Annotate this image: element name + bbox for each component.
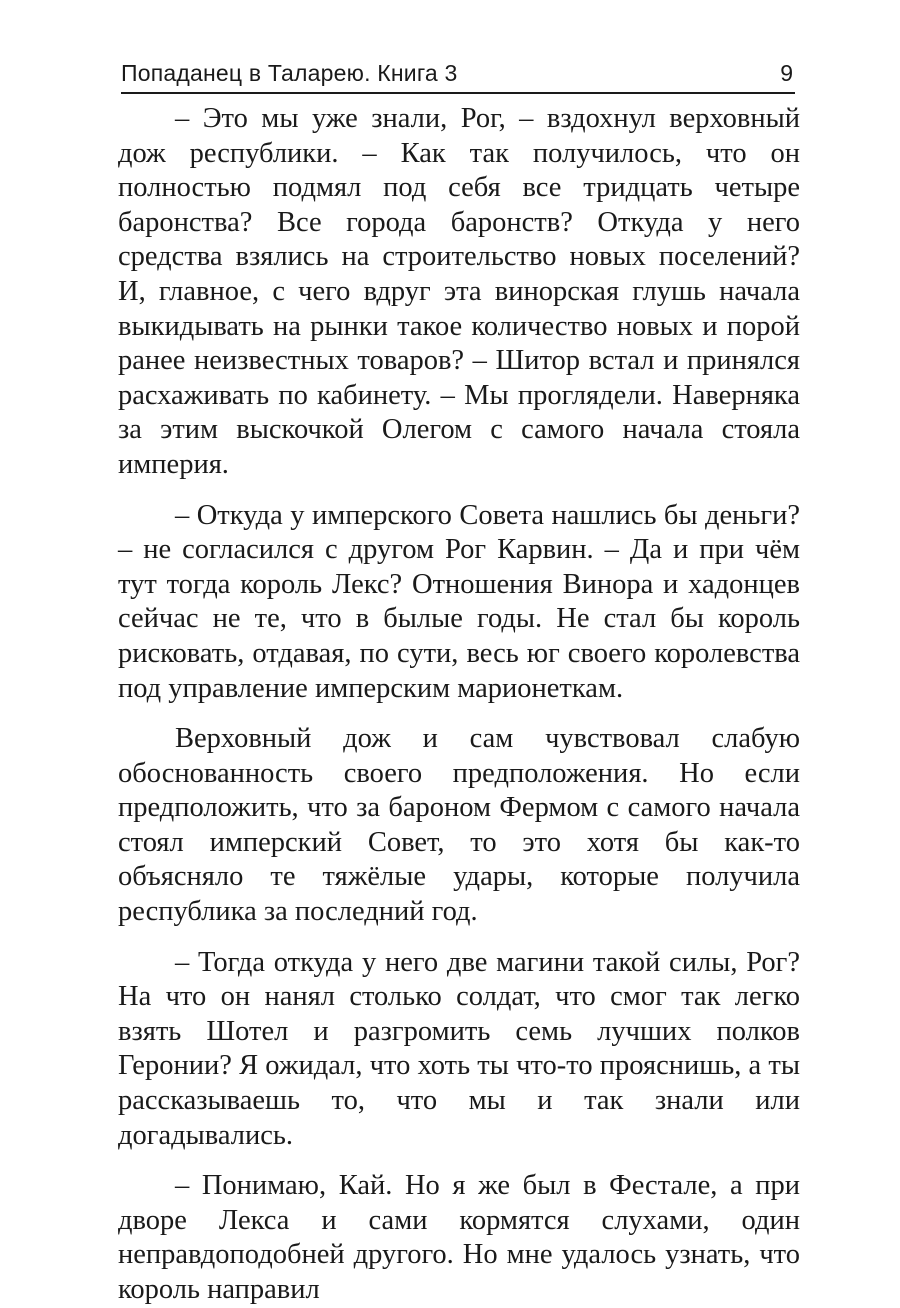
paragraph-1: – Это мы уже знали, Рог, – вздохнул верховный дож республики. – Как так получилось, что он полностью подмял под себя все тридцать четыре баронства? Все города баронств? Откуда у него средства взялись на строительство новых поселений? И, главное, с чего вдруг эта винорская глушь начала выкидывать на рынки такое количество новых и порой ранее неизвестных товаров? – Шитор встал и принялся расхаживать по кабинету. – Мы проглядели. Наверняка за этим выскочкой Олегом с самого начала стояла империя. (118, 103, 800, 480)
running-title: Попаданец в Таларею. Книга 3 (121, 60, 458, 86)
running-header (121, 58, 795, 94)
paragraph-5: – Понимаю, Кай. Но я же был в Фестале, а при дворе Лекса и сами кормятся слухами, один неправдоподобней другого. Но мне удалось узнать, что король направил (118, 1170, 800, 1305)
paragraph-4: – Тогда откуда у него две магини такой силы, Рог? На что он нанял столько солдат, что смог так легко взять Шотел и разгромить семь лучших полков Геронии? Я ожидал, что хоть ты что-то прояснишь, а ты рассказываешь то, что мы и так знали или догадывались. (118, 946, 800, 1151)
page-number: 9 (780, 60, 793, 86)
paragraph-2: – Откуда у имперского Совета нашлись бы деньги? – не согласился с другом Рог Карвин. – Да и при чём тут тогда король Лекс? Отношения Винора и хадонцев сейчас не те, что в былые годы. Не стал бы король рисковать, отдавая, по сути, весь юг своего королевства под управление имперским марионеткам. (118, 499, 800, 704)
paragraph-3: Верховный дож и сам чувствовал слабую обоснованность своего предположения. Но если предположить, что за бароном Фермом с самого начала стоял имперский Совет, то это хотя бы как-то объясняло те тяжёлые удары, которые получила республика за последний год. (118, 723, 800, 928)
body-text (118, 102, 800, 1308)
